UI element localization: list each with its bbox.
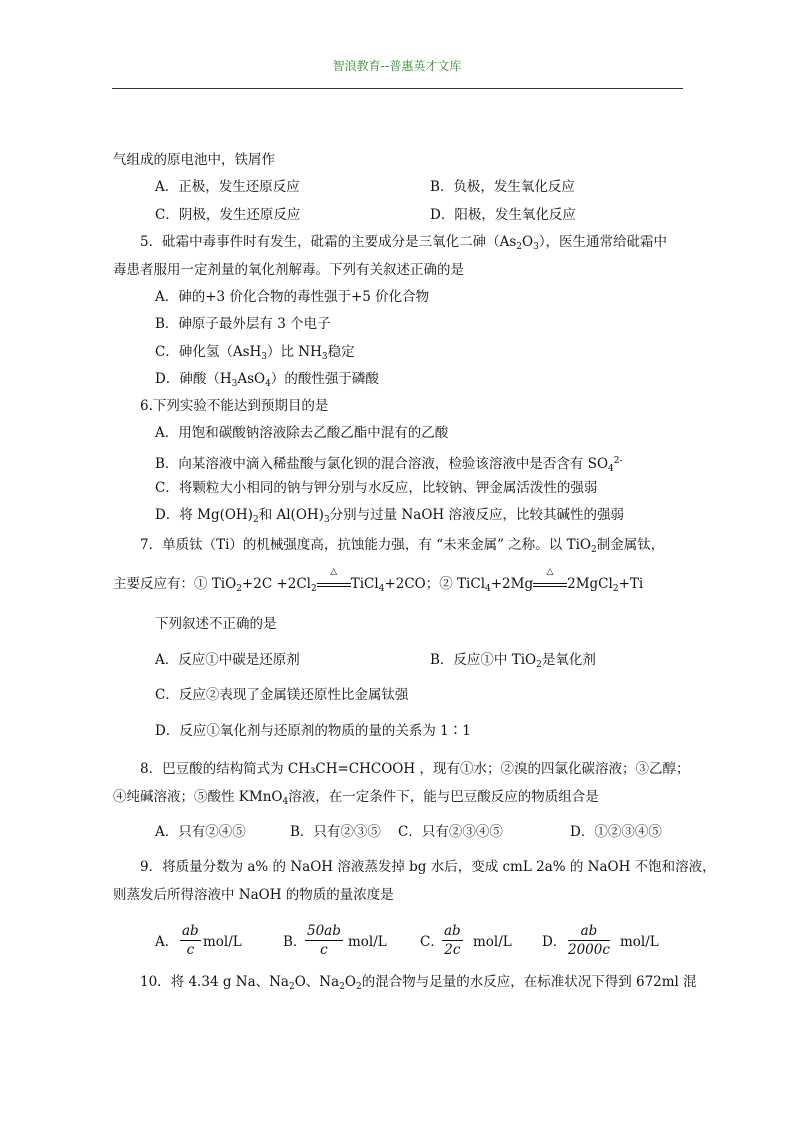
subscript: 4: [378, 584, 385, 594]
denominator: c: [186, 942, 195, 958]
q8-option-b: B．只有②③⑤: [290, 824, 381, 840]
text: C．砷化氢（AsH: [155, 344, 262, 360]
q5-stem-line2: 毒患者服用一定剂量的氧化剂解毒。下列有关叙述正确的是: [113, 262, 464, 278]
text: 2MgCl: [567, 576, 613, 592]
q9-option-c-label: C．: [420, 934, 444, 950]
subscript: 3: [323, 515, 330, 525]
q6-option-c: C．将颗粒大小相同的钠与钾分别与水反应，比较钠、钾金属活泼性的强弱: [155, 480, 598, 496]
q7-stem-line1: [140, 536, 664, 559]
q7-option-b: [430, 651, 596, 674]
subscript: 3: [533, 242, 539, 252]
text: ），医生通常给砒霜中: [538, 234, 668, 250]
text: AsO: [237, 371, 266, 387]
text: 溶液，在一定条件下，能与巴豆酸反应的物质组合是: [288, 789, 599, 805]
text: +2C +2Cl: [241, 576, 311, 592]
denominator: 2c: [444, 942, 461, 958]
text: 是氧化剂: [541, 652, 596, 668]
q9-option-d-unit: mol/L: [620, 934, 659, 950]
heat-equals-sign: [533, 567, 567, 593]
text: 的混合物与足量的水反应，在标准状况下得到 672ml 混: [361, 974, 697, 990]
q6-option-d: [155, 506, 624, 529]
q4-option-b: B．负极，发生氧化反应: [430, 179, 575, 195]
double-bar: [533, 583, 567, 587]
text: ）的酸性强于磷酸: [270, 371, 379, 387]
q7-option-c: C．反应②表现了金属镁还原性比金属钛强: [155, 687, 409, 703]
q9-option-a-fraction: [180, 922, 201, 959]
text: +2Mg: [490, 576, 534, 592]
text: 制金属钛，: [596, 537, 665, 553]
text: D．将 Mg(OH): [155, 507, 253, 523]
subscript: 4: [265, 379, 271, 389]
subscript: 2: [536, 660, 542, 670]
subscript: 2: [236, 584, 242, 594]
subscript: 2: [612, 584, 619, 594]
q4-option-c: C．阴极，发生还原反应: [155, 207, 301, 223]
denominator: 2000c: [568, 942, 610, 958]
subscript: 2: [311, 584, 317, 594]
q6-option-b: [155, 452, 623, 478]
q5-option-c: [155, 343, 355, 366]
q8-option-a: A．只有②④⑤: [155, 824, 246, 840]
q7-option-a: A．反应①中碳是还原剂: [155, 652, 300, 668]
text: O、Na: [294, 974, 340, 990]
text: TiCl: [350, 576, 379, 592]
heat-triangle-icon: △: [330, 567, 338, 577]
q4-option-a: A．正极，发生还原反应: [155, 179, 300, 195]
subscript: 3: [231, 379, 238, 389]
text: +2CO；② TiCl: [384, 576, 486, 592]
subscript: 3: [261, 352, 268, 362]
subscript: 2: [288, 982, 295, 992]
q8-option-c: C．只有②③④⑤: [398, 824, 503, 840]
numerator: ab: [182, 923, 199, 939]
text: ）比 NH: [267, 344, 322, 360]
subscript: 2: [355, 982, 362, 992]
numerator: ab: [444, 923, 461, 939]
q8-stem-line2: [113, 788, 599, 811]
q8-stem-line1: 8．巴豆酸的结构简式为 CH₃CH=CHCOOH ，现有①水；②溴的四氯化碳溶液；③乙醇；: [140, 761, 690, 777]
q5-option-b: B．砷原子最外层有 3 个电子: [155, 316, 331, 332]
q10-stem-line1: [140, 973, 697, 996]
q5-stem-line1: [140, 233, 667, 256]
q9-option-b-fraction: [305, 922, 343, 959]
q9-option-c-unit: mol/L: [473, 934, 512, 950]
q9-option-c-fraction: [442, 922, 463, 959]
header-divider: [112, 88, 683, 89]
q9-stem-line2: 则蒸发后所得溶液中 NaOH 的物质的量浓度是: [113, 887, 394, 903]
q5-option-a: A．砷的+3 价化合物的毒性强于+5 价化合物: [155, 289, 430, 305]
q9-option-d-label: D．: [542, 934, 567, 950]
q9-option-b-label: B．: [283, 934, 307, 950]
text: 主要反应有：① TiO: [113, 576, 237, 592]
text: B．向某溶液中滴入稀盐酸与氯化钡的混合溶液，检验该溶液中是否含有 SO: [155, 456, 609, 472]
q4-stem: 气组成的原电池中，铁屑作: [113, 152, 275, 168]
text: 和 Al(OH): [258, 507, 324, 523]
text: +Ti: [618, 576, 644, 592]
q6-stem: 6.下列实验不能达到预期目的是: [140, 398, 329, 414]
heat-triangle-icon: △: [546, 567, 554, 577]
subscript: 3: [321, 352, 328, 362]
q9-option-a-label: A．: [155, 934, 179, 950]
numerator: ab: [568, 922, 610, 941]
text: D．砷酸（H: [155, 371, 232, 387]
denominator: c: [320, 942, 328, 958]
text: B．反应①中 TiO: [430, 652, 537, 668]
text: O: [344, 974, 356, 990]
double-bar: [317, 583, 351, 587]
q4-option-d: D．阳极，发生氧化反应: [430, 207, 576, 223]
subscript: 2: [252, 515, 259, 525]
q9-option-d-fraction: [568, 922, 610, 959]
q5-option-d: [155, 370, 379, 393]
subscript: 4: [485, 584, 491, 594]
q9-option-a-unit: mol/L: [203, 934, 242, 950]
text: 5．砒霜中毒事件时有发生，砒霜的主要成分是三氧化二砷（As: [140, 234, 517, 250]
subscript: 2: [516, 242, 522, 252]
q9-option-b-unit: mol/L: [348, 934, 387, 950]
q9-stem-line1: 9．将质量分数为 a% 的 NaOH 溶液蒸发掉 bg 水后，变成 cmL 2a% 的 NaOH 不饱和溶液，: [140, 859, 716, 875]
subscript: 2: [339, 982, 345, 992]
subscript: 4: [282, 797, 289, 807]
numerator: 50ab: [307, 923, 341, 939]
q6-option-a: A．用饱和碳酸钠溶液除去乙酸乙酯中混有的乙酸: [155, 425, 449, 441]
q7-option-d: D．反应①氧化剂与还原剂的物质的量的关系为 1∶1: [155, 723, 471, 739]
heat-equals-sign: [317, 567, 351, 593]
text: 7．单质钛（Ti）的机械强度高，抗蚀能力强，有 “未来金属” 之称。以 TiO: [140, 537, 591, 553]
text: O: [522, 234, 534, 250]
q7-stem-line3: 下列叙述不正确的是: [155, 616, 277, 632]
q8-option-d: D．①②③④⑤: [570, 824, 662, 840]
text: ④纯碱溶液；⑤酸性 KMnO: [113, 789, 283, 805]
superscript: 2-: [613, 456, 623, 466]
text: 分别与过量 NaOH 溶液反应，比较其碱性的强弱: [329, 507, 624, 523]
subscript: 4: [608, 464, 614, 474]
text: 稳定: [327, 344, 355, 360]
q7-reaction-equations: [113, 567, 644, 598]
text: 10．将 4.34 g Na、Na: [140, 974, 289, 990]
page-header: 智浪教育--普惠英才文库: [332, 59, 462, 73]
subscript: 2: [590, 545, 597, 555]
